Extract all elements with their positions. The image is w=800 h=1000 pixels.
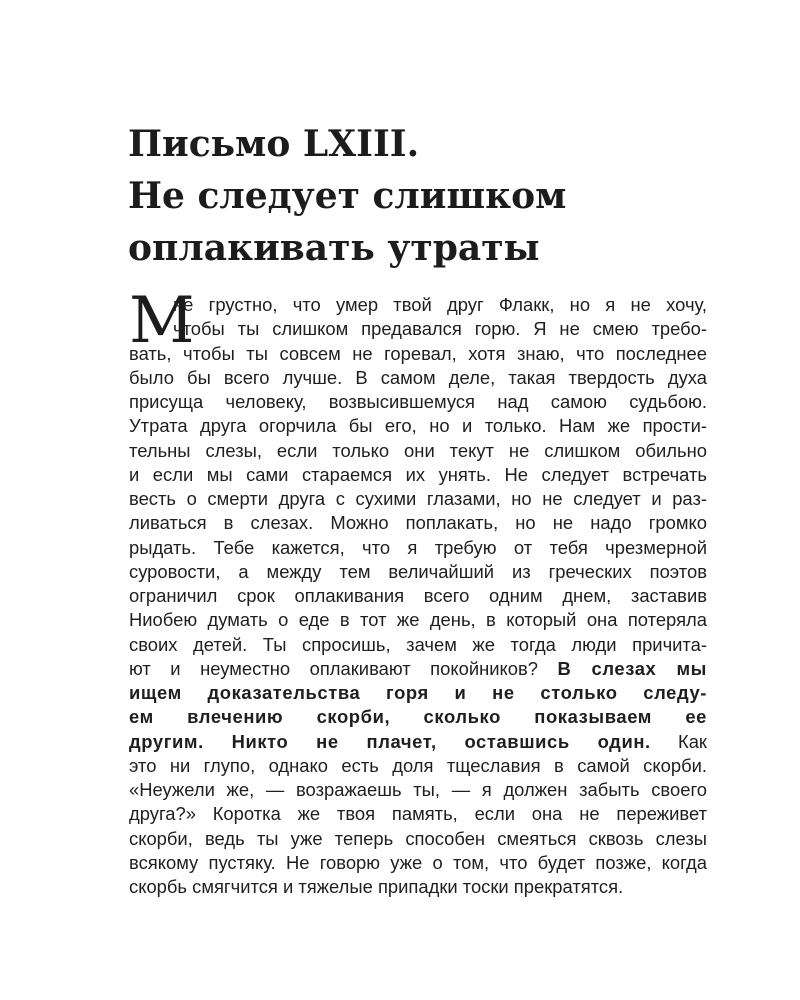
body-line bbox=[129, 802, 707, 826]
body-line-text: рыдать. Тебе кажется, что я требую от тебя чрезмерной bbox=[129, 536, 707, 558]
body-line bbox=[129, 705, 707, 729]
body-line-text: это ни глупо, однако есть доля тщеславия в самой скорби. bbox=[129, 754, 707, 776]
body-line-text: скорбь смягчится и тяжелые припадки тоски прекратятся. bbox=[129, 876, 624, 897]
body-line bbox=[129, 414, 707, 438]
body-line-text: весть о смерти друга с сухими глазами, но не следует и раз- bbox=[129, 488, 707, 509]
body-line bbox=[129, 875, 707, 899]
body-line-text: вать, чтобы ты совсем не горевал, хотя знаю, что последнее bbox=[129, 342, 707, 364]
chapter-title-line: Не следует слишком bbox=[128, 175, 567, 217]
body-line bbox=[129, 633, 707, 657]
body-line bbox=[129, 342, 707, 366]
body-line-text: Как bbox=[677, 730, 707, 752]
emphasized-text: ищем доказательства горя и не столько следу- bbox=[129, 682, 707, 703]
body-line bbox=[129, 754, 707, 778]
body-line-text: ограничил срок оплакивания всего одним днем, заставив bbox=[129, 585, 707, 606]
body-line-text: друга?» Коротка же твоя память, если она не переживет bbox=[129, 803, 707, 825]
body-line-text: Утрата друга огорчила бы его, но и только. Нам же прости- bbox=[129, 415, 707, 437]
body-line bbox=[129, 390, 707, 414]
body-line bbox=[129, 317, 707, 341]
body-line bbox=[129, 657, 707, 681]
drop-cap: М bbox=[129, 284, 195, 358]
body-line-text: было бы всего лучше. В самом деле, такая твердость духа bbox=[129, 366, 707, 388]
body-line bbox=[129, 584, 707, 608]
body-line bbox=[129, 851, 707, 875]
body-line bbox=[129, 560, 707, 584]
body-line-text: своих детей. Ты спросишь, зачем же тогда люди причита- bbox=[129, 633, 707, 655]
emphasized-text: другим. Никто не плачет, оставшись один. bbox=[129, 730, 651, 752]
emphasized-text: ем влечению скорби, сколько показываем ее bbox=[129, 706, 707, 728]
chapter-title-line: оплакивать утраты bbox=[128, 227, 540, 269]
body-line bbox=[129, 778, 707, 802]
body-line bbox=[129, 730, 707, 754]
body-line-text: тельны слезы, если только они текут не слишком обильно bbox=[129, 439, 707, 461]
body-line-text: Ниобею думать о еде в тот же день, в который она потеряла bbox=[129, 609, 707, 631]
body-line bbox=[129, 827, 707, 851]
body-line bbox=[129, 608, 707, 632]
chapter-title bbox=[128, 118, 708, 274]
body-line-text: и если мы сами стараемся их унять. Не следует встречать bbox=[129, 463, 707, 485]
body-line-text: присуща человеку, возвысившемуся над самою судьбою. bbox=[129, 391, 707, 412]
body-line bbox=[129, 511, 707, 535]
letter-body bbox=[129, 284, 707, 899]
body-line-text: скорби, ведь ты уже теперь способен смеяться сквозь слезы bbox=[129, 827, 707, 849]
body-line-text: всякому пустяку. Не говорю уже о том, что будет позже, когда bbox=[129, 851, 707, 873]
body-line bbox=[129, 681, 707, 705]
body-line-text: чтобы ты слишком предавался горю. Я не смею требо- bbox=[173, 318, 707, 340]
body-line bbox=[129, 293, 707, 317]
body-line bbox=[129, 439, 707, 463]
emphasized-text: В слезах мы bbox=[557, 657, 707, 679]
body-line-text: «Неужели же, — возражаешь ты, — я должен забыть своего bbox=[129, 779, 707, 800]
chapter-title-line: Письмо LXIII. bbox=[128, 123, 420, 165]
body-line bbox=[129, 487, 707, 511]
body-line bbox=[129, 536, 707, 560]
body-line-text: ют и неуместно оплакивают покойников? bbox=[129, 657, 539, 679]
body-line bbox=[129, 366, 707, 390]
body-line-text: суровости, а между тем величайший из греческих поэтов bbox=[129, 560, 707, 582]
body-line-text: не грустно, что умер твой друг Флакк, но я не хочу, bbox=[173, 294, 707, 315]
body-line bbox=[129, 463, 707, 487]
body-line-text: ливаться в слезах. Можно поплакать, но не надо громко bbox=[129, 512, 707, 534]
